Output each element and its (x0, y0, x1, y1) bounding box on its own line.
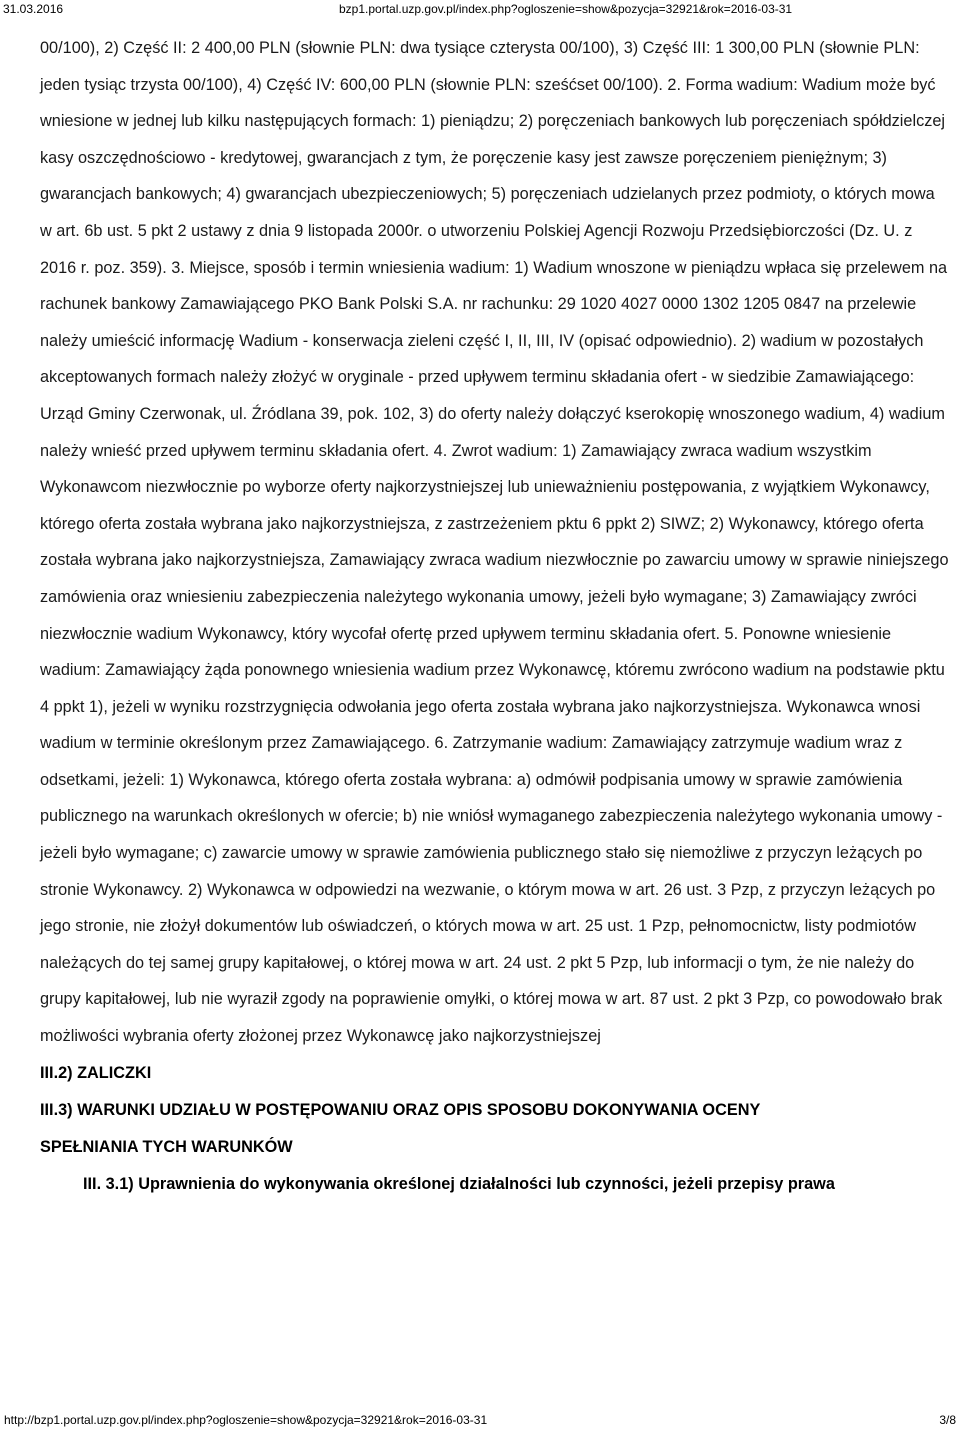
wadium-paragraph: 00/100), 2) Część II: 2 400,00 PLN (słownie PLN: dwa tysiące czterysta 00/100), 3) Część III: 1 300,00 PLN (słownie PLN: jeden tysiąc trzysta 00/100), 4) Część IV: 600,00 PLN (słownie PLN: sześćset 00/100). 2. Forma wadium: Wadium może być wniesione w jednej lub kilku następujących formach: 1) pieniądzu; 2) poręczeniach bankowych lub poręczeniach spółdzielczej kasy oszczędnościowo - kredytowej, gwarancjach z tym, że poręczenie kasy jest zawsze poręczeniem pieniężnym; 3) gwarancjach bankowych; 4) gwarancjach ubezpieczeniowych; 5) poręczeniach udzielanych przez podmioty, o których mowa w art. 6b ust. 5 pkt 2 ustawy z dnia 9 listopada 2000r. o utworzeniu Polskiej Agencji Rozwoju Przedsiębiorczości (Dz. U. z 2016 r. poz. 359). 3. Miejsce, sposób i termin wniesienia wadium: 1) Wadium wnoszone w pieniądzu wpłaca się przelewem na rachunek bankowy Zamawiającego PKO Bank Polski S.A. nr rachunku: 29 1020 4027 0000 1302 1205 0847 na przelewie należy umieścić informację Wadium - konserwacja zieleni część I, II, III, IV (opisać odpowiednio). 2) wadium w pozostałych akceptowanych formach należy złożyć w oryginale - przed upływem terminu składania ofert - w siedzibie Zamawiającego: Urząd Gminy Czerwonak, ul. Źródlana 39, pok. 102, 3) do oferty należy dołączyć kserokopię wnoszonego wadium, 4) wadium należy wnieść przed upływem terminu składania ofert. 4. Zwrot wadium: 1) Zamawiający zwraca wadium wszystkim Wykonawcom niezwłocznie po wyborze oferty najkorzystniejszej lub unieważnieniu postępowania, z wyjątkiem Wykonawcy, którego oferta została wybrana jako najkorzystniejsza, z zastrzeżeniem pktu 6 ppkt 2) SIWZ; 2) Wykonawcy, którego oferta została wybrana jako najkorzystniejsza, Zamawiający zwraca wadium niezwłocznie po zawarciu umowy w sprawie niniejszego zamówienia oraz wniesieniu zabezpieczenia należytego wykonania umowy, jeżeli było wymagane; 3) Zamawiający zwróci niezwłocznie wadium Wykonawcy, który wycofał ofertę przed upływem terminu składania ofert. 5. Ponowne wniesienie wadium: Zamawiający żąda ponownego wniesienia wadium przez Wykonawcę, któremu zwrócono wadium na podstawie pktu 4 ppkt 1), jeżeli w wyniku rozstrzygnięcia odwołania jego oferta została wybrana jako najkorzystniejsza. Wykonawca wnosi wadium w terminie określonym przez Zamawiającego. 6. Zatrzymanie wadium: Zamawiający zatrzymuje wadium wraz z odsetkami, jeżeli: 1) Wykonawca, którego oferta została wybrana: a) odmówił podpisania umowy w sprawie zamówienia publicznego na warunkach określonych w ofercie; b) nie wniósł wymaganego zabezpieczenia należytego wykonania umowy - jeżeli było wymagane; c) zawarcie umowy w sprawie zamówienia publicznego stało się niemożliwe z przyczyn leżących po stronie Wykonawcy. 2) Wykonawca w odpowiedzi na wezwanie, o którym mowa w art. 26 ust. 3 Pzp, z przyczyn leżących po jego stronie, nie złożył dokumentów lub oświadczeń, o których mowa w art. 25 ust. 1 Pzp, pełnomocnictw, listy podmiotów należących do tej samej grupy kapitałowej, o której mowa w art. 24 ust. 2 pkt 5 Pzp, lub informacji o tym, że nie należy do grupy kapitałowej, lub nie wyraził zgody na poprawienie omyłki, o której mowa w art. 87 ust. 2 pkt 3 Pzp, co powodowało brak możliwości wybrania oferty złożonej przez Wykonawcę jako najkorzystniejszej (40, 39, 949, 1046)
print-header-url: bzp1.portal.uzp.gov.pl/index.php?ogloszenie=show&pozycja=32921&rok=2016-03-31 (339, 2, 793, 16)
print-date: 31.03.2016 (3, 2, 64, 16)
section-advances-heading: III.2) ZALICZKI (40, 1063, 152, 1082)
print-header (0, 2, 960, 16)
section-conditions-heading-line2: SPEŁNIANIA TYCH WARUNKÓW (40, 1137, 293, 1156)
notice-content (40, 30, 950, 1203)
print-footer (0, 1413, 960, 1427)
page-number: 3/8 (939, 1413, 956, 1427)
subsection-permissions-heading: III. 3.1) Uprawnienia do wykonywania określonej działalności lub czynności, jeżeli przepisy prawa (83, 1174, 835, 1193)
section-conditions-heading-line1: III.3) WARUNKI UDZIAŁU W POSTĘPOWANIU ORAZ OPIS SPOSOBU DOKONYWANIA OCENY (40, 1100, 761, 1119)
print-footer-url: http://bzp1.portal.uzp.gov.pl/index.php?ogloszenie=show&pozycja=32921&rok=2016-03-31 (4, 1413, 488, 1427)
